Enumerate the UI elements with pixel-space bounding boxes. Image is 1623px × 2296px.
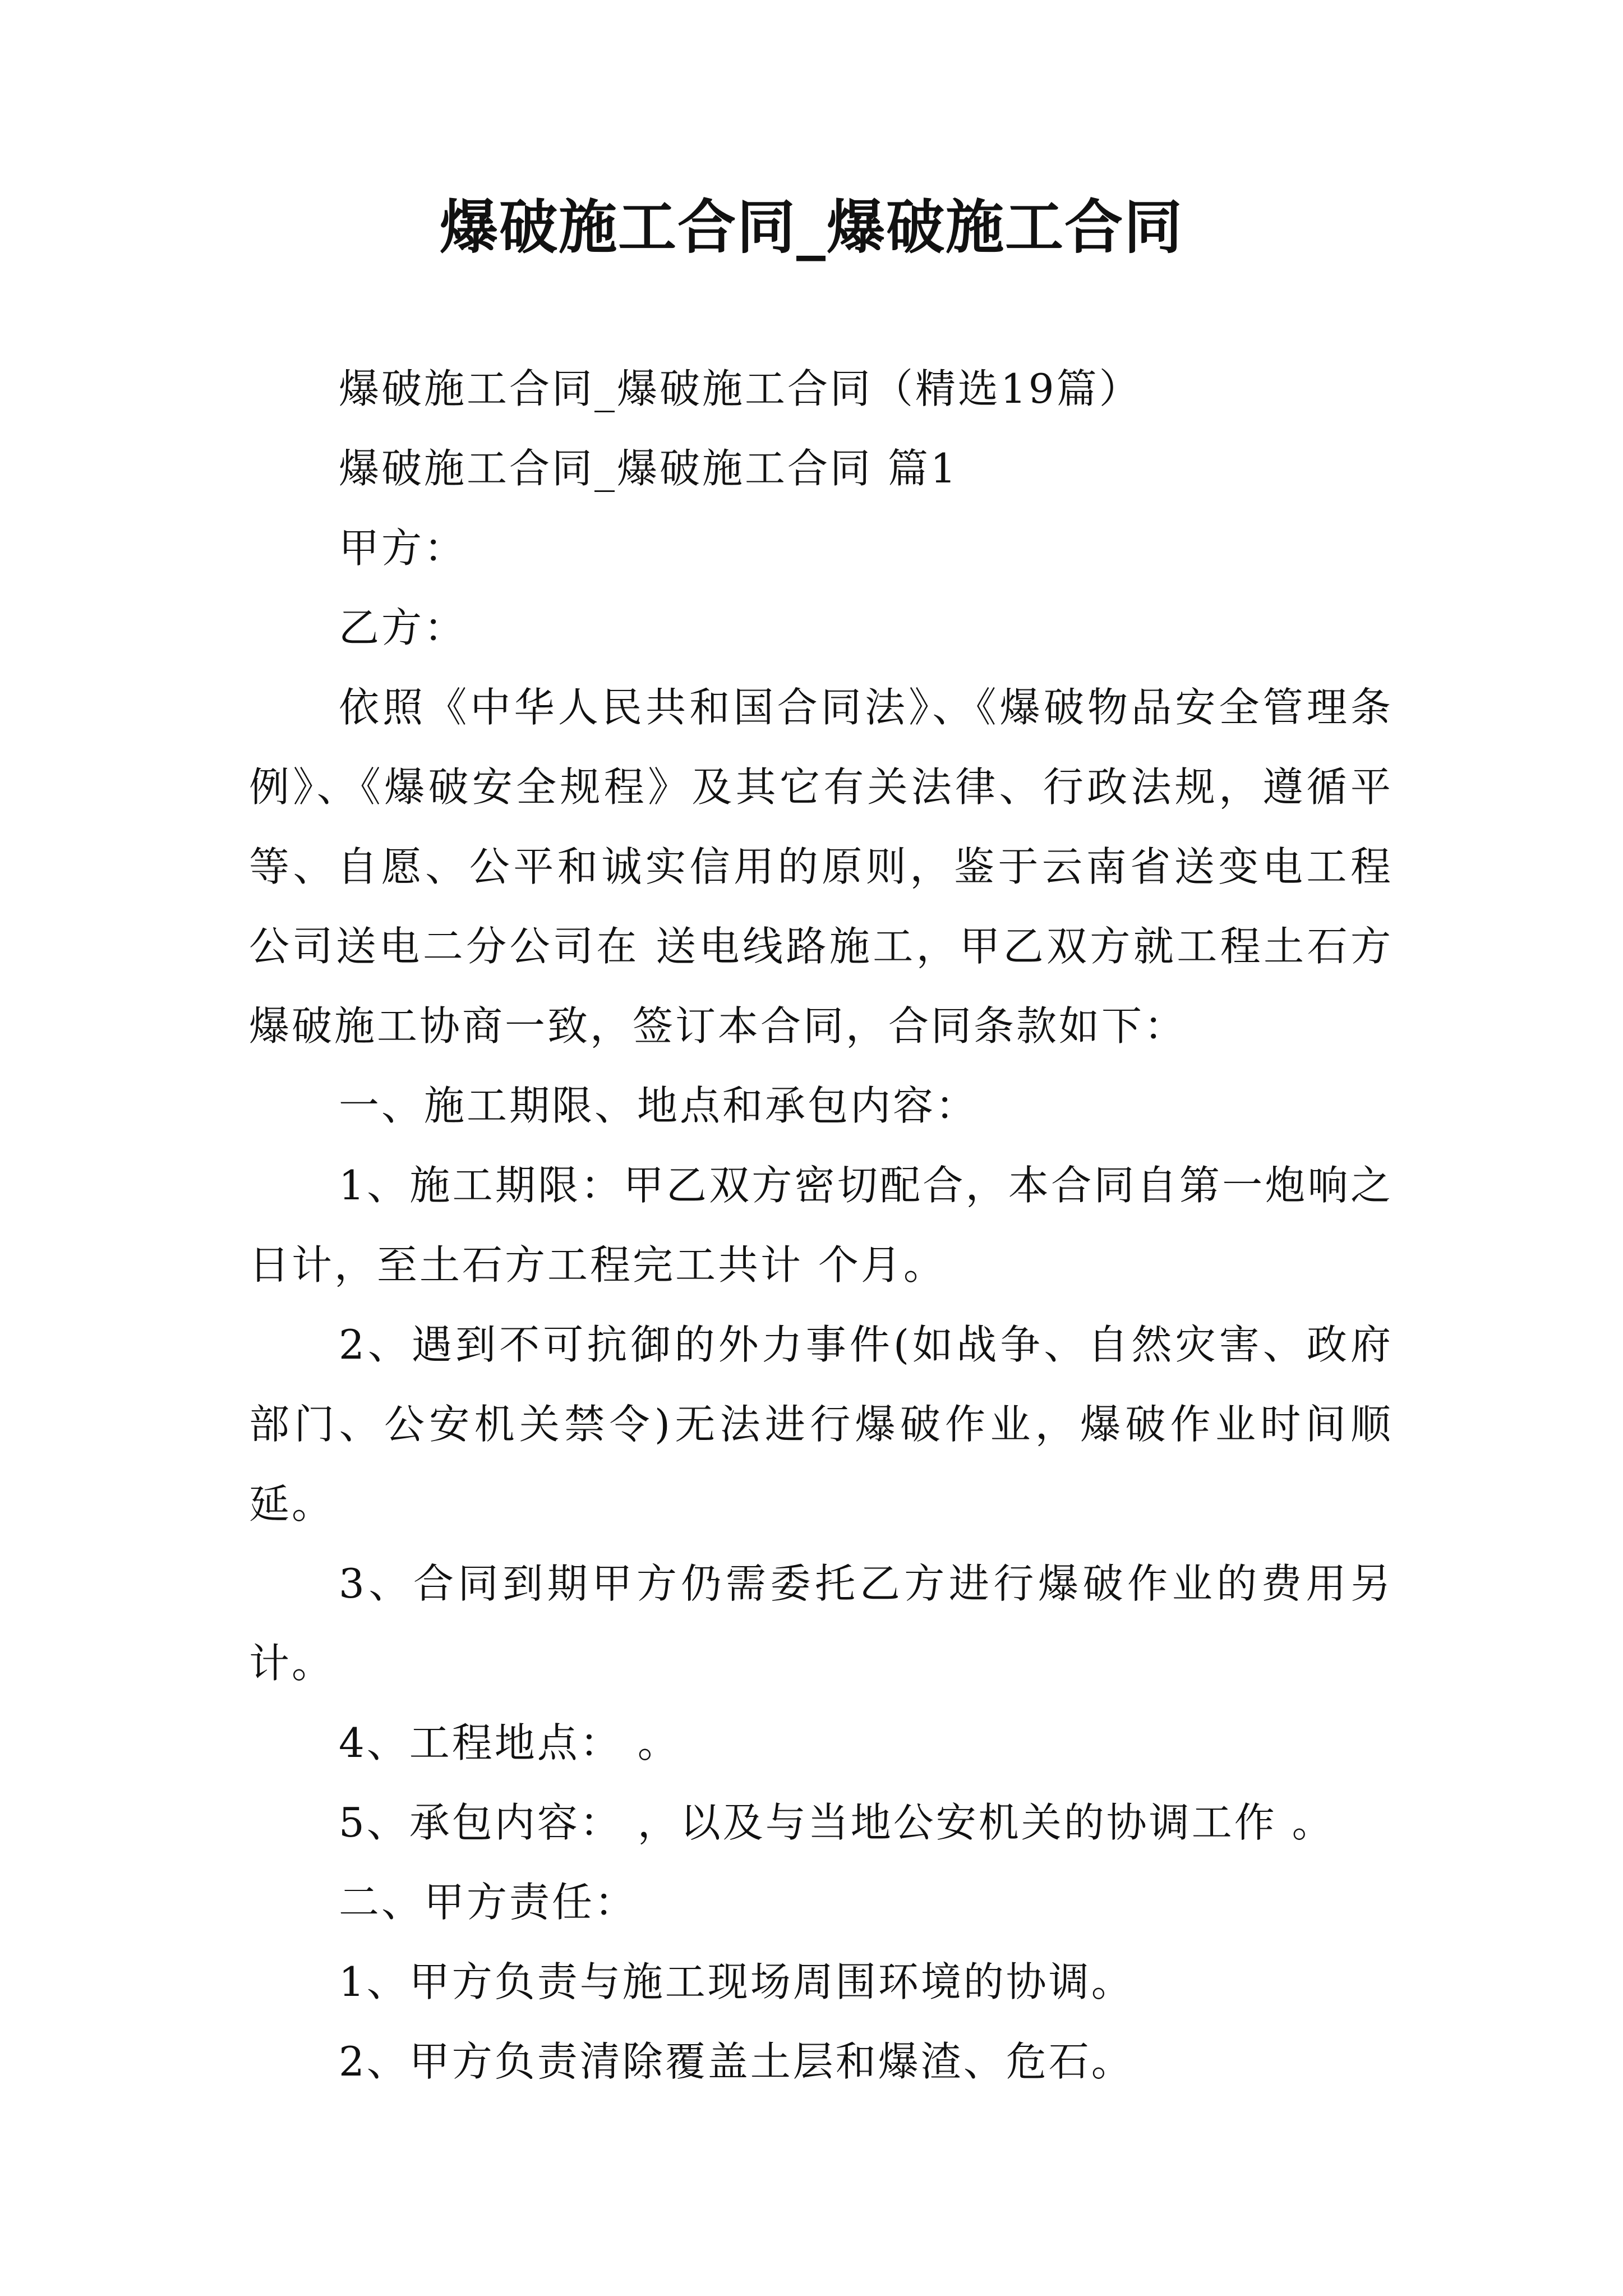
- document-body: [249, 349, 1393, 2101]
- paragraph-preamble: 依照《中华人民共和国合同法》、《爆破物品安全管理条例》、《爆破安全规程》及其它有关法律、行政法规，遵循平等、自愿、公平和诚实信用的原则，鉴于云南省送变电工程公司送电二分公司在 送电线路施工，甲乙双方就工程土石方爆破施工协商一致，签订本合同，合同条款如下：: [249, 684, 1393, 1050]
- paragraph-clause-1-2: 2、遇到不可抗御的外力事件(如战争、自然灾害、政府部门、公安机关禁令)无法进行爆破作业，爆破作业时间顺延。: [249, 1321, 1393, 1527]
- paragraph-clause-2-1: 1、甲方负责与施工现场周围环境的协调。: [339, 1958, 1134, 2005]
- paragraph-clause-1-3: 3、合同到期甲方仍需委托乙方进行爆破作业的费用另计。: [249, 1560, 1393, 1687]
- paragraph-subtitle: 爆破施工合同_爆破施工合同（精选19篇）: [339, 365, 1142, 412]
- paragraph-clause-1-4: 4、工程地点： 。: [339, 1719, 680, 1766]
- paragraph-clause-2-2: 2、甲方负责清除覆盖土层和爆渣、危石。: [339, 2038, 1134, 2085]
- paragraph-section-heading: 爆破施工合同_爆破施工合同 篇1: [339, 445, 958, 492]
- paragraph-clause-heading-2: 二、甲方责任：: [339, 1879, 638, 1926]
- paragraph-party-b: 乙方：: [339, 604, 467, 651]
- paragraph-clause-heading-1: 一、施工期限、地点和承包内容：: [339, 1082, 979, 1129]
- paragraph-clause-1-5: 5、承包内容： ，以及与当地公安机关的协调工作 。: [339, 1799, 1335, 1846]
- paragraph-clause-1-1: 1、施工期限：甲乙双方密切配合，本合同自第一炮响之日计，至土石方工程完工共计 个月。: [249, 1162, 1393, 1289]
- document-title: 爆破施工合同_爆破施工合同: [439, 192, 1183, 261]
- paragraph-party-a: 甲方：: [339, 524, 467, 572]
